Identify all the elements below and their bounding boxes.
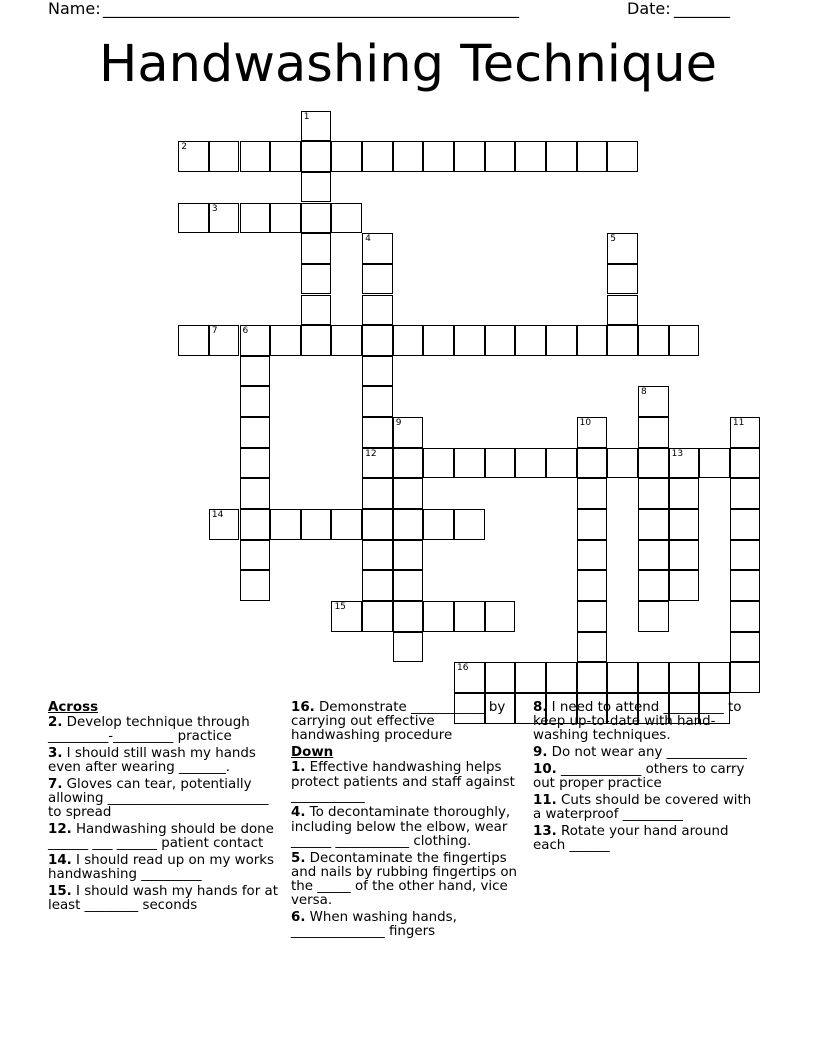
grid-cell[interactable] bbox=[730, 662, 761, 693]
grid-cell[interactable] bbox=[331, 203, 362, 234]
clue-text: ____________ others to carry out proper practice bbox=[533, 761, 745, 792]
grid-cell[interactable] bbox=[607, 141, 638, 172]
clues-column-2 bbox=[291, 701, 521, 942]
grid-cell[interactable] bbox=[362, 233, 393, 264]
grid-cell[interactable] bbox=[270, 141, 301, 172]
grid-cell[interactable] bbox=[393, 417, 424, 448]
grid-cell[interactable] bbox=[423, 325, 454, 356]
grid-cell[interactable] bbox=[393, 540, 424, 571]
cell-number: 6 bbox=[242, 326, 249, 337]
grid-cell[interactable] bbox=[638, 662, 669, 693]
clue-text: Decontaminate the fingertips and nails by rubbing fingertips on the _____ of the other hand, vice versa. bbox=[291, 850, 517, 909]
clue-number: 6. bbox=[291, 909, 306, 925]
clue-text: I should still wash my hands even after wearing _______. bbox=[48, 746, 256, 776]
grid-cell[interactable] bbox=[485, 141, 516, 172]
grid-cell[interactable] bbox=[669, 509, 700, 540]
grid-cell[interactable] bbox=[638, 417, 669, 448]
grid-cell[interactable] bbox=[209, 141, 240, 172]
grid-cell[interactable] bbox=[331, 509, 362, 540]
clue-number: 2. bbox=[48, 715, 63, 731]
grid-cell[interactable] bbox=[301, 203, 332, 234]
clue-number: 13. bbox=[533, 823, 557, 839]
clue-number: 9. bbox=[533, 745, 548, 761]
cell-number: 10 bbox=[579, 418, 592, 429]
grid-cell[interactable] bbox=[546, 141, 577, 172]
grid-cell[interactable] bbox=[607, 325, 638, 356]
down-heading: Down bbox=[291, 745, 334, 761]
cell-number: 14 bbox=[211, 510, 224, 521]
grid-cell[interactable] bbox=[577, 509, 608, 540]
grid-cell[interactable] bbox=[669, 478, 700, 509]
clue-number: 5. bbox=[291, 850, 306, 866]
grid-cell[interactable] bbox=[362, 264, 393, 295]
cell-number: 2 bbox=[181, 142, 187, 153]
clue bbox=[291, 701, 521, 744]
clue-text: When washing hands, ______________ fingers bbox=[291, 909, 457, 940]
grid-cell[interactable] bbox=[393, 632, 424, 663]
grid-cell[interactable] bbox=[240, 478, 271, 509]
clue bbox=[48, 885, 280, 913]
grid-cell[interactable] bbox=[669, 540, 700, 571]
clue-number: 16. bbox=[291, 700, 315, 715]
clue-text: I need to attend _________ to keep up-to-date with hand-washing techniques. bbox=[533, 700, 742, 744]
clue bbox=[291, 911, 521, 939]
grid-cell[interactable] bbox=[699, 662, 730, 693]
grid-cell[interactable] bbox=[638, 448, 669, 479]
grid-cell[interactable] bbox=[454, 141, 485, 172]
grid-cell[interactable] bbox=[485, 662, 516, 693]
grid-cell[interactable] bbox=[577, 540, 608, 571]
grid-cell[interactable] bbox=[362, 141, 393, 172]
grid-cell[interactable] bbox=[730, 417, 761, 448]
clue bbox=[533, 794, 758, 822]
clue-text: I should wash my hands for at least ________ seconds bbox=[48, 883, 278, 914]
clue bbox=[48, 823, 280, 851]
grid-cell[interactable] bbox=[423, 601, 454, 632]
grid-cell[interactable] bbox=[331, 141, 362, 172]
grid-cell[interactable] bbox=[638, 509, 669, 540]
grid-cell[interactable] bbox=[638, 601, 669, 632]
grid-cell[interactable] bbox=[730, 570, 761, 601]
grid-cell[interactable] bbox=[270, 509, 301, 540]
grid-cell[interactable] bbox=[577, 478, 608, 509]
grid-cell[interactable] bbox=[669, 570, 700, 601]
clue-number: 15. bbox=[48, 883, 72, 899]
grid-cell[interactable] bbox=[607, 662, 638, 693]
cell-number: 11 bbox=[732, 418, 745, 429]
page-title: Handwashing Technique bbox=[98, 35, 718, 94]
clue-text: Handwashing should be done ______ ___ ______ patient contact bbox=[48, 822, 274, 852]
grid-cell[interactable] bbox=[607, 233, 638, 264]
grid-cell[interactable] bbox=[301, 509, 332, 540]
cell-number: 12 bbox=[365, 448, 377, 459]
cell-number: 7 bbox=[211, 326, 218, 337]
grid-cell[interactable] bbox=[515, 325, 546, 356]
clue bbox=[48, 854, 280, 882]
grid-cell[interactable] bbox=[393, 478, 424, 509]
grid-cell[interactable] bbox=[331, 601, 362, 632]
cell-number: 4 bbox=[365, 234, 371, 245]
grid-cell[interactable] bbox=[577, 325, 608, 356]
grid-cell[interactable] bbox=[485, 601, 516, 632]
cell-number: 13 bbox=[671, 448, 684, 459]
clue-text: I should read up on my works handwashing _________ bbox=[48, 853, 275, 883]
grid-cell[interactable] bbox=[240, 417, 271, 448]
grid-cell[interactable] bbox=[362, 540, 393, 571]
grid-cell[interactable] bbox=[240, 386, 271, 417]
grid-cell[interactable] bbox=[669, 448, 700, 479]
clue bbox=[533, 763, 758, 791]
clues-column-1 bbox=[48, 701, 280, 916]
grid-cell[interactable] bbox=[515, 662, 546, 693]
grid-cell[interactable] bbox=[577, 632, 608, 663]
grid-cell[interactable] bbox=[301, 264, 332, 295]
grid-cell[interactable] bbox=[577, 417, 608, 448]
grid-cell[interactable] bbox=[454, 662, 485, 693]
grid-cell[interactable] bbox=[209, 509, 240, 540]
grid-cell[interactable] bbox=[301, 233, 332, 264]
name-line[interactable]: ____________________________________________________ bbox=[103, 0, 519, 18]
grid-cell[interactable] bbox=[607, 264, 638, 295]
grid-cell[interactable] bbox=[577, 448, 608, 479]
grid-cell[interactable] bbox=[423, 141, 454, 172]
grid-cell[interactable] bbox=[331, 325, 362, 356]
grid-cell[interactable] bbox=[362, 386, 393, 417]
grid-cell[interactable] bbox=[240, 448, 271, 479]
cell-number: 5 bbox=[610, 234, 617, 245]
grid-cell[interactable] bbox=[301, 325, 332, 356]
grid-cell[interactable] bbox=[362, 356, 393, 387]
grid-cell[interactable] bbox=[546, 325, 577, 356]
name-label: Name: bbox=[48, 0, 101, 18]
grid-cell[interactable] bbox=[577, 141, 608, 172]
clue-text: To decontaminate thoroughly, including below the elbow, wear ______ ___________ clothing. bbox=[291, 805, 511, 849]
cell-number: 9 bbox=[395, 418, 402, 429]
grid-cell[interactable] bbox=[454, 448, 485, 479]
grid-cell[interactable] bbox=[362, 478, 393, 509]
date-line[interactable]: _______ bbox=[674, 0, 730, 18]
clue-number: 11. bbox=[533, 792, 557, 808]
cell-number: 15 bbox=[334, 602, 346, 612]
grid-cell[interactable] bbox=[362, 448, 393, 479]
grid-cell[interactable] bbox=[393, 509, 424, 540]
grid-cell[interactable] bbox=[270, 203, 301, 234]
grid-cell[interactable] bbox=[515, 141, 546, 172]
grid-cell[interactable] bbox=[362, 295, 393, 326]
clue-number: 8. bbox=[533, 700, 548, 715]
grid-cell[interactable] bbox=[638, 540, 669, 571]
clue-number: 10. bbox=[533, 761, 557, 777]
grid-cell[interactable] bbox=[638, 570, 669, 601]
grid-cell[interactable] bbox=[240, 141, 271, 172]
date-label: Date: bbox=[627, 0, 671, 18]
grid-cell[interactable] bbox=[301, 295, 332, 326]
grid-cell[interactable] bbox=[423, 509, 454, 540]
grid-cell[interactable] bbox=[730, 478, 761, 509]
grid-cell[interactable] bbox=[730, 601, 761, 632]
grid-cell[interactable] bbox=[577, 662, 608, 693]
clue-text: Develop technique through _________-_________ practice bbox=[48, 715, 250, 745]
cell-number: 3 bbox=[211, 203, 218, 214]
grid-cell[interactable] bbox=[362, 570, 393, 601]
clues-column-3 bbox=[533, 701, 758, 856]
grid-cell[interactable] bbox=[638, 386, 669, 417]
cell-number: 16 bbox=[457, 663, 469, 674]
across-heading: Across bbox=[48, 700, 99, 715]
grid-cell[interactable] bbox=[515, 448, 546, 479]
grid-cell[interactable] bbox=[240, 570, 271, 601]
grid-cell[interactable] bbox=[178, 325, 209, 356]
grid-cell[interactable] bbox=[577, 601, 608, 632]
grid-cell[interactable] bbox=[362, 509, 393, 540]
grid-cell[interactable] bbox=[423, 448, 454, 479]
grid-cell[interactable] bbox=[730, 509, 761, 540]
grid-cell[interactable] bbox=[209, 325, 240, 356]
grid-cell[interactable] bbox=[485, 325, 516, 356]
grid-cell[interactable] bbox=[270, 325, 301, 356]
grid-cell[interactable] bbox=[454, 509, 485, 540]
grid-cell[interactable] bbox=[393, 448, 424, 479]
grid-cell[interactable] bbox=[209, 203, 240, 234]
clue bbox=[48, 747, 280, 775]
grid-cell[interactable] bbox=[178, 203, 209, 234]
grid-cell[interactable] bbox=[301, 141, 332, 172]
grid-cell[interactable] bbox=[699, 448, 730, 479]
grid-cell[interactable] bbox=[362, 601, 393, 632]
cell-number: 1 bbox=[303, 111, 310, 122]
grid-cell[interactable] bbox=[638, 478, 669, 509]
grid-cell[interactable] bbox=[485, 448, 516, 479]
grid-cell[interactable] bbox=[240, 356, 271, 387]
clue-text: Demonstrate ___________ by carrying out effective handwashing procedure bbox=[291, 700, 506, 744]
clue-number: 12. bbox=[48, 822, 72, 838]
grid-cell[interactable] bbox=[454, 325, 485, 356]
grid-cell[interactable] bbox=[454, 601, 485, 632]
grid-cell[interactable] bbox=[301, 111, 332, 142]
grid-cell[interactable] bbox=[730, 448, 761, 479]
grid-cell[interactable] bbox=[638, 325, 669, 356]
grid-cell[interactable] bbox=[607, 448, 638, 479]
clue bbox=[533, 825, 758, 853]
grid-cell[interactable] bbox=[577, 570, 608, 601]
grid-cell[interactable] bbox=[362, 325, 393, 356]
grid-cell[interactable] bbox=[393, 601, 424, 632]
grid-cell[interactable] bbox=[393, 325, 424, 356]
clue-text: Cuts should be covered with a waterproof _________ bbox=[533, 792, 752, 822]
grid-cell[interactable] bbox=[301, 172, 332, 203]
grid-cell[interactable] bbox=[240, 325, 271, 356]
grid-cell[interactable] bbox=[240, 203, 271, 234]
clue bbox=[291, 761, 521, 804]
grid-cell[interactable] bbox=[669, 662, 700, 693]
clue bbox=[48, 716, 280, 744]
grid-cell[interactable] bbox=[730, 632, 761, 663]
grid-cell[interactable] bbox=[178, 141, 209, 172]
clue bbox=[533, 746, 758, 760]
clue-number: 1. bbox=[291, 760, 306, 776]
grid-cell[interactable] bbox=[240, 540, 271, 571]
clue-text: Do not wear any ____________ bbox=[547, 745, 747, 761]
grid-cell[interactable] bbox=[669, 325, 700, 356]
clue-number: 4. bbox=[291, 805, 306, 821]
grid-cell[interactable] bbox=[393, 570, 424, 601]
grid-cell[interactable] bbox=[607, 295, 638, 326]
cell-number: 8 bbox=[640, 387, 647, 398]
clue bbox=[291, 806, 521, 849]
grid-cell[interactable] bbox=[546, 662, 577, 693]
grid-cell[interactable] bbox=[240, 509, 271, 540]
clue bbox=[48, 778, 280, 821]
grid-cell[interactable] bbox=[730, 540, 761, 571]
clue-text: Rotate your hand around each ______ bbox=[533, 823, 729, 853]
clue-text: Gloves can tear, potentially allowing ________________________ to spread bbox=[48, 777, 269, 821]
grid-cell[interactable] bbox=[546, 448, 577, 479]
clue bbox=[291, 852, 521, 909]
clue-number: 14. bbox=[48, 853, 72, 869]
grid-cell[interactable] bbox=[362, 417, 393, 448]
grid-cell[interactable] bbox=[393, 141, 424, 172]
clue-text: Effective handwashing helps protect patients and staff against ___________ bbox=[291, 760, 515, 804]
clue-number: 3. bbox=[48, 746, 63, 762]
clue-number: 7. bbox=[48, 777, 63, 793]
clue bbox=[533, 701, 758, 744]
